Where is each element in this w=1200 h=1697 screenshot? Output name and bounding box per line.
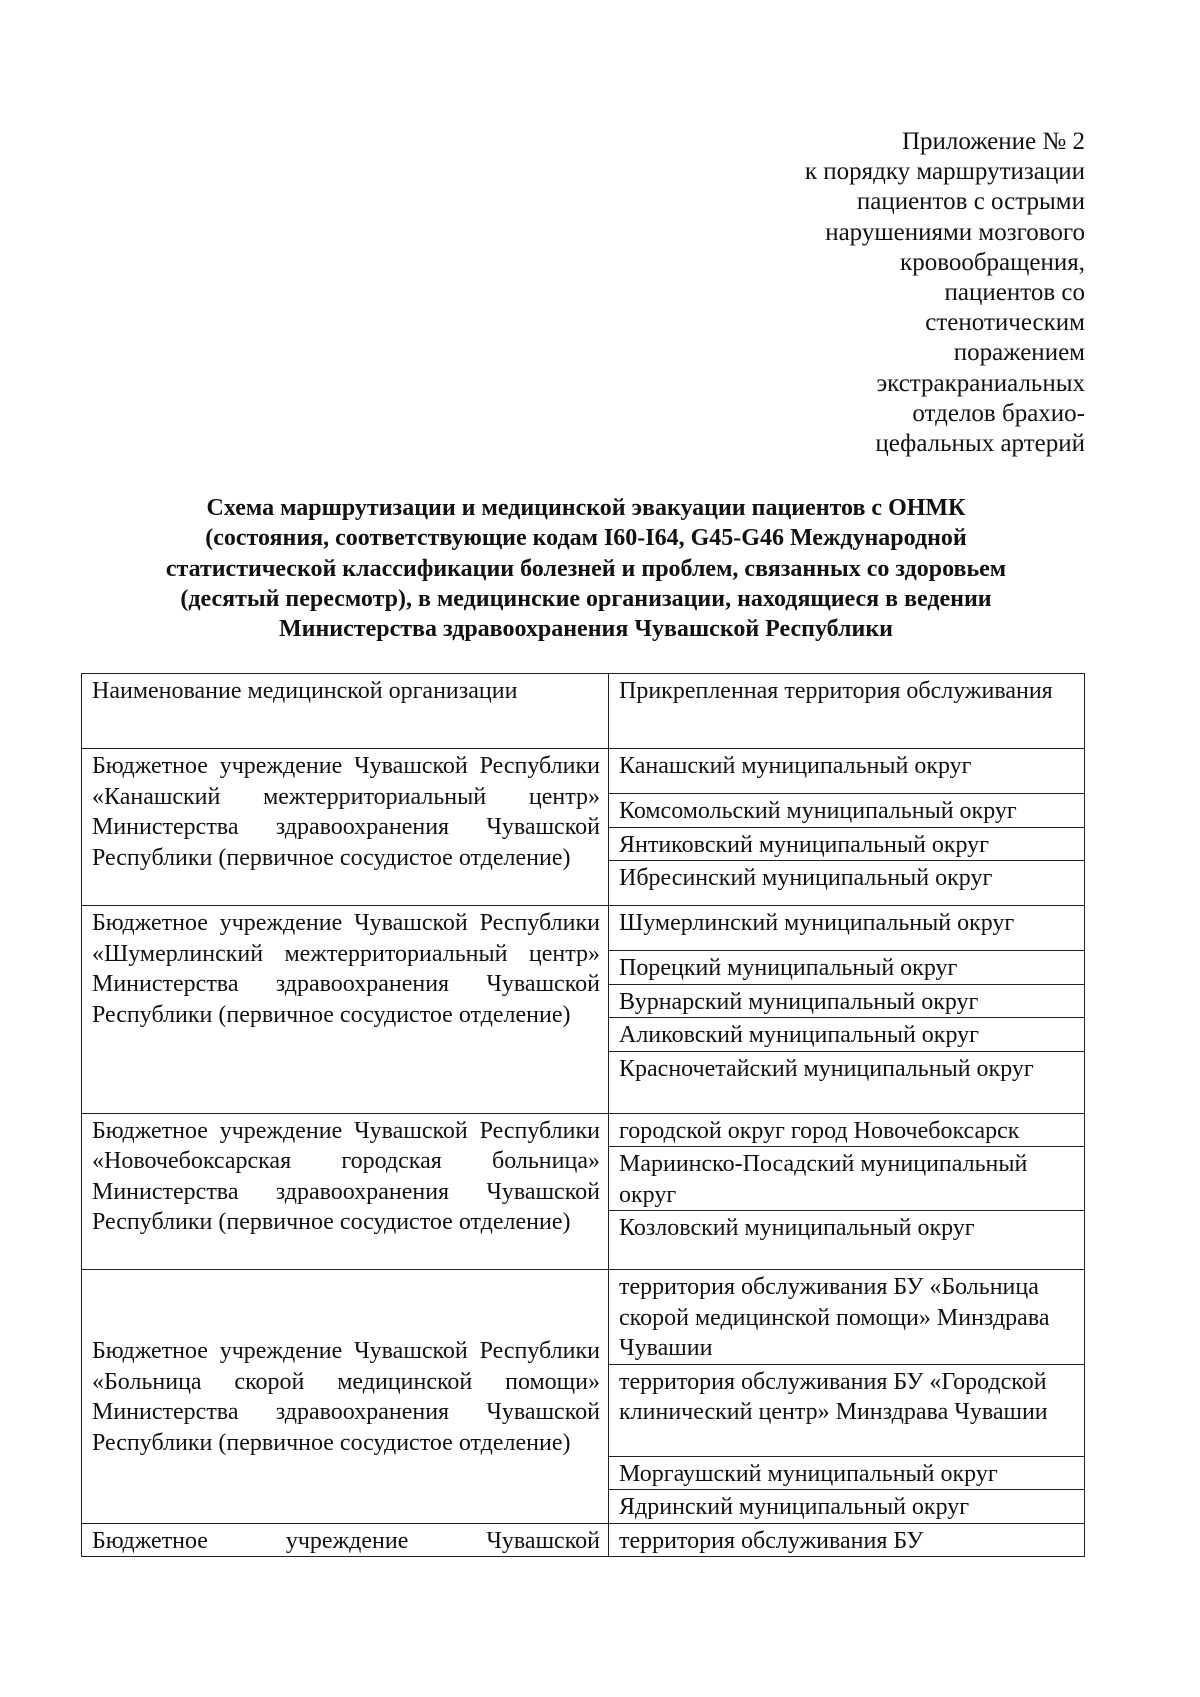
territory-cell: территория обслуживания БУ «Больница скорой медицинской помощи» Минздрава Чувашии: [609, 1270, 1085, 1365]
appendix-line: нарушениями мозгового: [825, 218, 1085, 246]
territory-cell: Мариинско-Посадский муниципальный округ: [609, 1147, 1085, 1211]
routing-table: [81, 673, 1085, 1557]
appendix-line: экстракраниальных: [876, 369, 1085, 397]
header-organization: Наименование медицинской организации: [82, 674, 609, 749]
territory-cell: Ибресинский муниципальный округ: [609, 861, 1085, 906]
territory-cell: Вурнарский муниципальный округ: [609, 984, 1085, 1018]
title-line: (десятый пересмотр), в медицинские организации, находящиеся в ведении: [180, 585, 992, 612]
territory-cell: Порецкий муниципальный округ: [609, 951, 1085, 985]
table-header-row: [82, 674, 1085, 749]
territory-cell: Ядринский муниципальный округ: [609, 1490, 1085, 1524]
title-line: статистической классификации болезней и проблем, связанных со здоровьем: [165, 555, 1007, 582]
territory-cell: Моргаушский муниципальный округ: [609, 1456, 1085, 1490]
appendix-line: цефальных артерий: [875, 430, 1085, 458]
document-title: [81, 493, 1091, 644]
territory-cell: Канашский муниципальный округ: [609, 749, 1085, 794]
table-row: [82, 1270, 1085, 1365]
table-row: [82, 906, 1085, 951]
appendix-line: поражением: [953, 339, 1085, 367]
appendix-line: к порядку маршрутизации: [804, 158, 1085, 186]
appendix-note: [565, 127, 1085, 459]
appendix-line: Приложение № 2: [901, 128, 1085, 155]
territory-cell: Янтиковский муниципальный округ: [609, 827, 1085, 861]
organization-cell: Бюджетное учреждение Чувашской: [82, 1523, 609, 1557]
territory-cell: территория обслуживания БУ: [609, 1523, 1085, 1557]
title-line: (состояния, соответствующие кодам I60-I64, G45-G46 Международной: [205, 525, 967, 552]
appendix-line: отделов брахио-: [912, 399, 1085, 427]
territory-cell: территория обслуживания БУ «Городской клинический центр» Минздрава Чувашии: [609, 1364, 1085, 1456]
organization-cell: Бюджетное учреждение Чувашской Республики «Шумерлинский межтерриториальный центр» Министерства здравоохранения Чувашской Республики (первичное сосудистое отделение): [82, 906, 609, 1114]
territory-cell: городской округ город Новочебоксарск: [609, 1113, 1085, 1147]
header-territory: Прикрепленная территория обслуживания: [609, 674, 1085, 749]
territory-cell: Шумерлинский муниципальный округ: [609, 906, 1085, 951]
title-line: Схема маршрутизации и медицинской эвакуации пациентов с ОНМК: [206, 495, 966, 521]
territory-cell: Комсомольский муниципальный округ: [609, 794, 1085, 828]
appendix-line: пациентов со: [944, 279, 1085, 307]
table-row: [82, 1113, 1085, 1147]
appendix-line: стенотическим: [925, 309, 1085, 337]
organization-cell: Бюджетное учреждение Чувашской Республики «Новочебоксарская городская больница» Министерства здравоохранения Чувашской Республики (первичное сосудистое отделение): [82, 1113, 609, 1270]
organization-cell: Бюджетное учреждение Чувашской Республики «Больница скорой медицинской помощи» Министерства здравоохранения Чувашской Республики (первичное сосудистое отделение): [82, 1270, 609, 1524]
organization-cell: Бюджетное учреждение Чувашской Республики «Канашский межтерриториальный центр» Министерства здравоохранения Чувашской Республики (первичное сосудистое отделение): [82, 749, 609, 906]
table-row: [82, 1523, 1085, 1557]
title-line: Министерства здравоохранения Чувашской Республики: [279, 616, 893, 643]
appendix-line: кровообращения,: [900, 248, 1085, 276]
appendix-line: пациентов с острыми: [856, 188, 1085, 216]
table-row: [82, 749, 1085, 794]
territory-cell: Красночетайский муниципальный округ: [609, 1051, 1085, 1113]
territory-cell: Козловский муниципальный округ: [609, 1211, 1085, 1270]
territory-cell: Аликовский муниципальный округ: [609, 1018, 1085, 1052]
